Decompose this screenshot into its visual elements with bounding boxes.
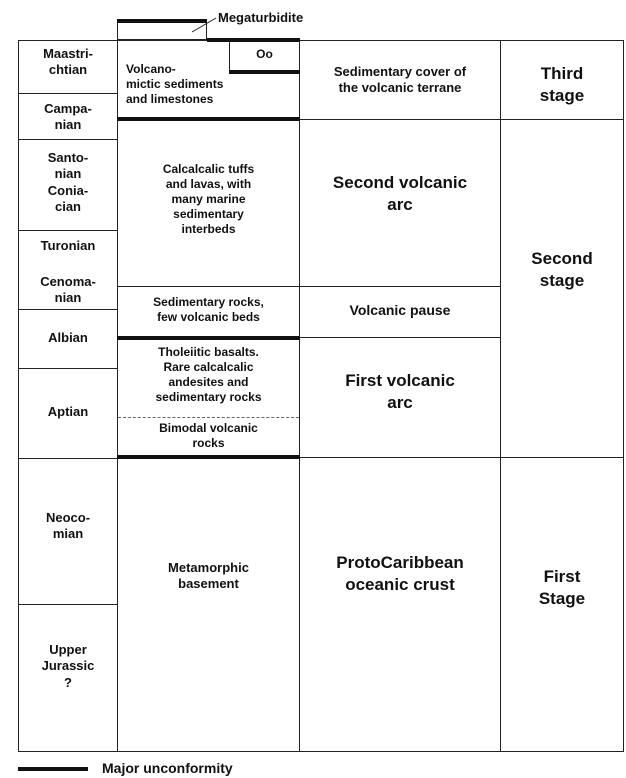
interp-pause: Volcanic pause xyxy=(349,302,451,318)
megaturbidite-label: Megaturbidite xyxy=(218,10,304,25)
unconformity-line-albian xyxy=(117,336,300,340)
litho-metamorphic: Metamorphic basement xyxy=(168,560,249,592)
age-cenomanian: Cenoma- nian xyxy=(40,274,96,306)
unconformity-line-neocomian xyxy=(117,455,300,459)
age-santonian-coniacian: Santo- nian Conia- cian xyxy=(47,150,89,214)
litho-tholeiitic: Tholeiitic basalts. Rare calcalcalic andesites and sedimentary rocks xyxy=(155,345,262,404)
litho-divider-dashed xyxy=(118,417,299,418)
interp-protocaribbean: ProtoCaribbean oceanic crust xyxy=(336,553,464,595)
litho-calcalcalic: Calcalcalic tuffs and lavas, with many marine sedimentary interbeds xyxy=(162,162,255,236)
legend-unconformity-swatch xyxy=(18,767,88,771)
unconformity-line-oo-top xyxy=(207,38,300,42)
unconformity-line-oo-bottom xyxy=(229,70,300,74)
age-albian: Albian xyxy=(48,330,88,345)
unconformity-line-campanian xyxy=(117,117,300,121)
age-upper-jurassic: Upper Jurassic ? xyxy=(41,642,95,690)
stage-second: Second stage xyxy=(531,249,593,291)
interp-second-arc: Second volcanic arc xyxy=(332,173,468,215)
litho-sedimentary-few: Sedimentary rocks, few volcanic beds xyxy=(153,295,264,324)
age-turonian: Turonian xyxy=(40,238,96,253)
age-neocomian: Neoco- mian xyxy=(45,510,91,542)
megaturbidite-pointer xyxy=(190,14,220,34)
litho-oo: Oo xyxy=(256,47,273,61)
interp-sed-cover: Sedimentary cover of the volcanic terrane xyxy=(333,64,467,96)
age-aptian: Aptian xyxy=(47,404,89,419)
stage-third: Third stage xyxy=(539,64,585,106)
stage-first: First Stage xyxy=(538,567,586,609)
age-maastrichtian: Maastri- chtian xyxy=(43,46,93,78)
interp-first-arc: First volcanic arc xyxy=(345,371,455,413)
legend-unconformity-label: Major unconformity xyxy=(102,760,233,776)
litho-bimodal: Bimodal volcanic rocks xyxy=(159,421,258,450)
age-campanian: Campa- nian xyxy=(44,101,92,133)
interp-cell-protocaribbean xyxy=(299,457,501,752)
litho-cell-metamorphic xyxy=(117,457,300,752)
litho-volcanomictic: Volcano- mictic sediments and limestones xyxy=(126,62,224,106)
